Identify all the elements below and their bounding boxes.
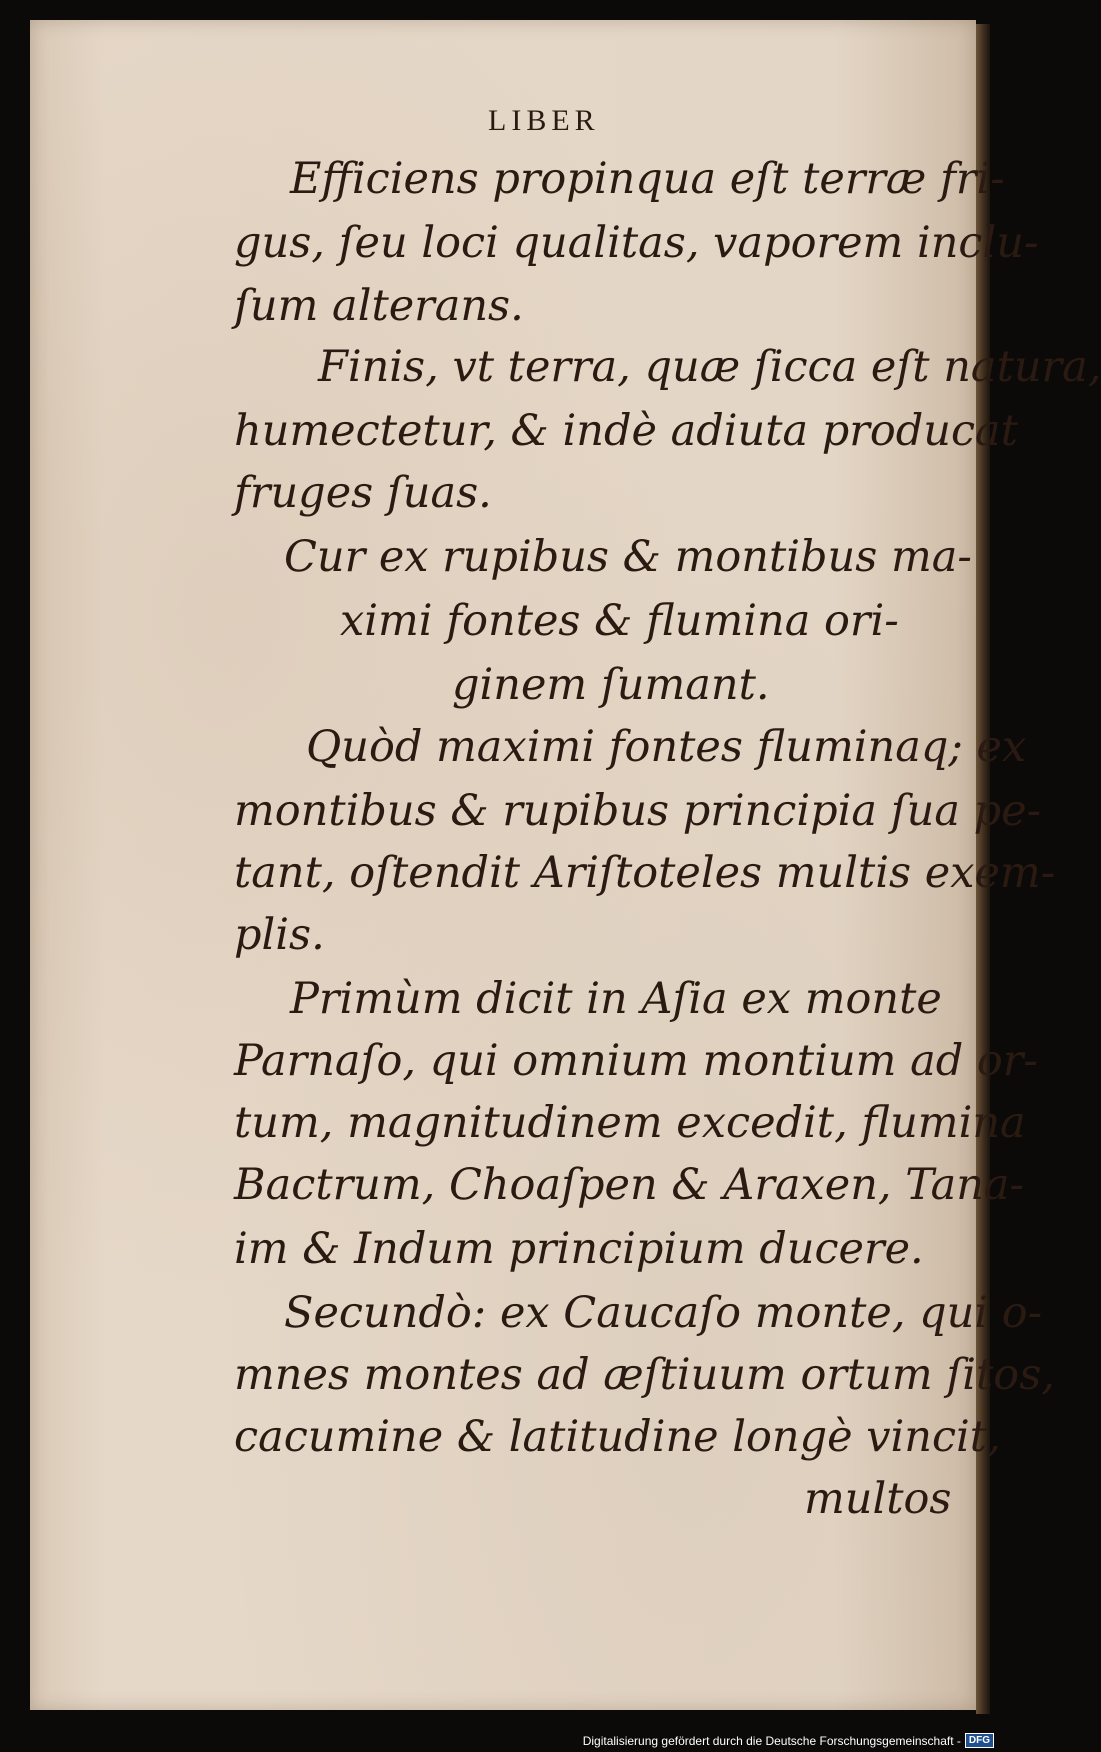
text-line: Finis, vt terra, quæ ſicca eſt natura, xyxy=(318,342,1101,392)
text-line: montibus & rupibus principia ſua pe- xyxy=(234,786,1042,836)
section-heading-line: ginem ſumant. xyxy=(452,660,770,710)
section-heading-line: ximi fontes & flumina ori- xyxy=(340,596,899,646)
text-line: gus, ſeu loci qualitas, vaporem inclu- xyxy=(234,218,1039,268)
text-line: mnes montes ad æſtiuum ortum ſitos, xyxy=(234,1350,1055,1400)
text-line: Secundò: ex Caucaſo monte, qui o- xyxy=(284,1288,1043,1338)
text-line: im & Indum principium ducere. xyxy=(234,1224,924,1274)
text-line: humectetur, & indè adiuta producat xyxy=(234,406,1018,456)
text-line: Quòd maximi fontes fluminaq; ex xyxy=(306,722,1027,772)
dfg-logo: DFG xyxy=(965,1733,994,1748)
catchword: multos xyxy=(804,1474,952,1524)
text-line: Parnaſo, qui omnium montium ad or- xyxy=(234,1036,1038,1086)
text-line: Efficiens propinqua eſt terræ fri- xyxy=(290,154,1005,204)
text-line: tant, oſtendit Ariſtoteles multis exem- xyxy=(234,848,1056,898)
credit-text: Digitalisierung gefördert durch die Deutsche Forschungsgemeinschaft - xyxy=(582,1733,961,1748)
section-heading-line: Cur ex rupibus & montibus ma- xyxy=(284,532,972,582)
running-head: LIBER xyxy=(488,104,600,137)
text-line: Bactrum, Choaſpen & Araxen, Tana- xyxy=(234,1160,1025,1210)
text-line: fruges ſuas. xyxy=(234,468,492,518)
text-line: ſum alterans. xyxy=(234,281,524,331)
digitization-credit xyxy=(583,1733,994,1748)
text-line: plis. xyxy=(234,910,325,960)
text-line: tum, magnitudinem excedit, flumina xyxy=(234,1098,1026,1148)
text-line: cacumine & latitudine longè vincit, xyxy=(234,1412,1001,1462)
text-line: Primùm dicit in Aſia ex monte xyxy=(290,974,942,1024)
